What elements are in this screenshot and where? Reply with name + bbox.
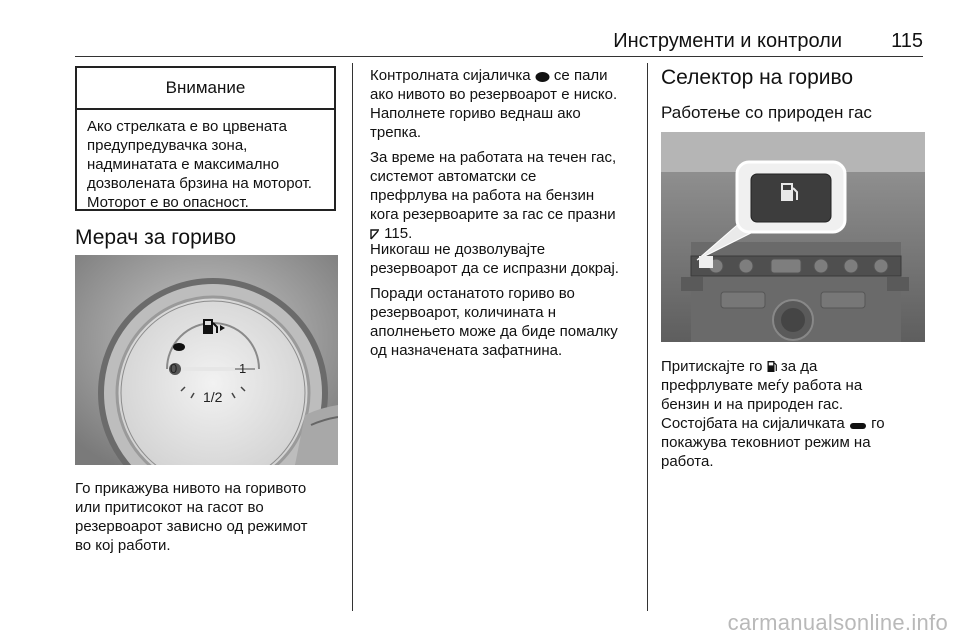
text-fragment: Притискајте го xyxy=(661,358,767,375)
residual-fuel-paragraph xyxy=(370,284,642,360)
text-line: За време на работата на течен гас, xyxy=(370,149,617,166)
text-line: или притисокот на гасот во xyxy=(75,499,264,516)
text-line: префрлувате меѓу работа на xyxy=(661,377,863,394)
warning-line: Ако стрелката е во црвената xyxy=(87,118,287,135)
text-line: резервоарот, количината н xyxy=(370,304,556,321)
watermark: carmanualsonline.info xyxy=(727,610,948,635)
fuel-selector-photo xyxy=(661,132,925,342)
fuel-gauge-description xyxy=(75,479,345,555)
text-fragment: се пали xyxy=(549,67,608,84)
text-line: префрлува на работа на бензин xyxy=(370,187,595,204)
page-reference[interactable]: 115. xyxy=(384,225,413,242)
fuel-gauge-photo xyxy=(75,255,338,465)
running-header-title: Инструменти и контроли xyxy=(613,30,842,52)
never-empty-paragraph xyxy=(370,240,642,278)
column-separator-2 xyxy=(647,63,648,611)
warning-text xyxy=(77,110,334,212)
warning-line: дозволената брзина на моторот. xyxy=(87,175,312,192)
gas-switch-paragraph xyxy=(370,148,642,243)
text-line: Поради останатото гориво во xyxy=(370,285,575,302)
text-line: бензин и на природен гас. xyxy=(661,396,843,413)
warning-box xyxy=(75,66,336,211)
gauge-label-zero: 0 xyxy=(170,361,178,376)
text-line: од назначената зафатнина. xyxy=(370,342,563,359)
fuel-selector-illustration xyxy=(661,132,925,342)
gauge-label-half: 1/2 xyxy=(203,389,223,405)
text-line: Наполнете гориво веднаш ако xyxy=(370,105,581,122)
text-line: Го прикажува нивото на горивото xyxy=(75,480,307,497)
low-fuel-paragraph xyxy=(370,66,642,142)
fuel-selector-button-icon xyxy=(767,360,777,373)
text-line: ако нивото во резервоарот е ниско. xyxy=(370,86,618,103)
page-reference-arrow-icon xyxy=(370,228,380,240)
text-fragment: за да xyxy=(776,358,818,375)
page-number: 115 xyxy=(891,30,923,52)
text-line: кога резервоарите за гас се празни xyxy=(370,206,616,223)
gauge-label-one: 1 xyxy=(239,361,247,376)
indicator-state-paragraph xyxy=(661,414,941,471)
fuel-selector-heading: Селектор на гориво xyxy=(661,66,854,89)
text-line: системот автоматски се xyxy=(370,168,537,185)
text-line: резервоарот да се испразни докрај. xyxy=(370,260,619,277)
warning-title: Внимание xyxy=(77,68,334,110)
text-fragment: Контролната сијаличка xyxy=(370,67,535,84)
text-line: работа. xyxy=(661,453,714,470)
text-line: покажува тековниот режим на xyxy=(661,434,871,451)
warning-line: надминатата е максимално xyxy=(87,156,280,173)
text-fragment: Состојбата на сијаличката xyxy=(661,415,849,432)
text-line: трепка. xyxy=(370,124,422,141)
text-line: Никогаш не дозволувајте xyxy=(370,241,546,258)
fuel-gauge-illustration xyxy=(75,255,338,465)
low-fuel-indicator-icon xyxy=(535,71,550,82)
text-fragment: го xyxy=(866,415,885,432)
text-line: во кој работи. xyxy=(75,537,171,554)
mode-indicator-lamp-icon xyxy=(849,421,867,430)
warning-line: Моторот е во опасност. xyxy=(87,194,249,211)
warning-line: предупредувачка зона, xyxy=(87,137,248,154)
fuel-gauge-heading: Мерач за гориво xyxy=(75,226,237,249)
natural-gas-subheading: Работење со природен гас xyxy=(661,103,872,122)
column-separator-1 xyxy=(352,63,353,611)
text-line: резервоарот зависно од режимот xyxy=(75,518,308,535)
selector-press-paragraph xyxy=(661,357,941,414)
header-rule xyxy=(75,56,923,57)
text-line: аполнењето може да биде помалку xyxy=(370,323,618,340)
